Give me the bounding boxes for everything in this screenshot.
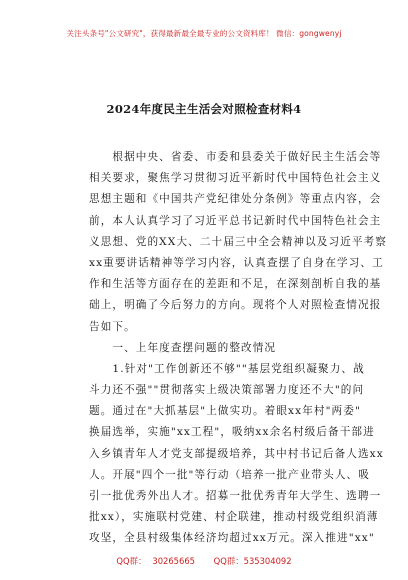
body-line: 础上，明确了今后努力的方向。现将个人对照检查情况报 [89, 299, 382, 312]
document-body [89, 147, 387, 550]
footer-contact [0, 555, 408, 567]
body-line: 换届选举，实施"xx工程"，吸纳xx余名村级后备干部进 [89, 426, 375, 439]
section-heading: 一、上年度查摆问题的整改情况 [89, 341, 277, 354]
body-line: 前，本人认真学习了习近平总书记新时代中国特色社会主 [89, 214, 382, 227]
body-line: 攻坚，全县村级集体经济均超过xx万元。深入推进"xx" [89, 532, 375, 545]
body-line: 入乡镇青年人才党支部提级培养，其中村书记后备人选xx [89, 447, 384, 460]
body-line: 思想主题和《中国共产党纪律处分条例》等重点内容，会 [89, 193, 382, 206]
footer-qq-group-2 [214, 556, 292, 566]
footer-qq-label: QQ群： [213, 556, 244, 566]
body-line: 义思想、党的XX大、二十届三中全会精神以及习近平考察 [89, 235, 387, 248]
footer-qq-label: QQ群： [116, 556, 147, 566]
body-line: 斗力还不强""贯彻落实上级决策部署力度还不大"的问 [89, 384, 365, 397]
header-banner: 关注头条号"公文研究"，获得最新最全最专业的公文资料库！ 微信：gongwenyj [66, 29, 342, 38]
body-line: 相关要求，聚焦学习贯彻习近平新时代中国特色社会主义 [89, 172, 382, 185]
body-line: 告如下。 [89, 320, 136, 333]
footer-qq-number: 535304092 [243, 556, 292, 566]
body-line: xx重要讲话精神等学习内容，认真查摆了自身在学习、工 [89, 256, 384, 269]
body-line: 根据中央、省委、市委和县委关于做好民主生活会等 [89, 151, 382, 163]
body-line: 题。通过在"大抓基层"上做实功。着眼xx年村"两委" [89, 405, 361, 418]
footer-qq-group-1 [116, 556, 195, 566]
body-line: 1.针对"工作创新还不够""基层党组织凝聚力、战 [89, 362, 365, 375]
body-line: 人。开展"四个一批"等行动（培养一批产业带头人、吸 [89, 468, 370, 481]
footer-qq-number: 30265665 [152, 556, 195, 566]
body-line: 批xx），实施联村党建、村企联建，推动村级党组织消薄 [89, 511, 379, 524]
body-line: 作和生活等方面存在的差距和不足，在深刻剖析自我的基 [89, 278, 382, 291]
body-line: 引一批优秀外出人才。招募一批优秀青年大学生、选聘一 [89, 490, 382, 502]
document-title: 2024年度民主生活会对照检查材料4 [106, 102, 302, 116]
